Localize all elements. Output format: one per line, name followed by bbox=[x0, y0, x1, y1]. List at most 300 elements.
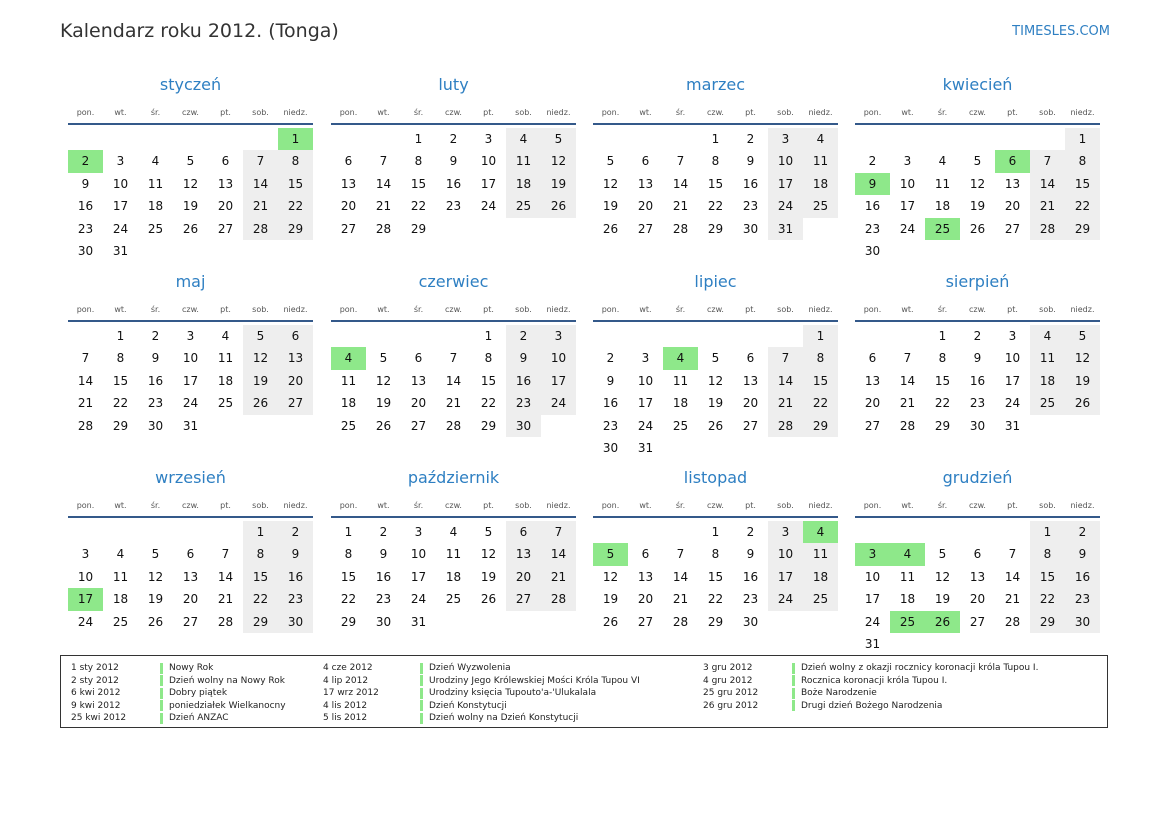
day-cell: 14 bbox=[899, 373, 916, 388]
day-cell: 25 bbox=[340, 418, 357, 433]
month-name: sierpień bbox=[945, 272, 1010, 291]
day-cell: 3 bbox=[641, 351, 650, 366]
weekday-label: sob. bbox=[777, 501, 794, 510]
day-cell: 19 bbox=[602, 592, 619, 607]
day-cell: 21 bbox=[1030, 195, 1065, 217]
weekday-label: niedz. bbox=[1070, 108, 1095, 117]
day-cell: 4 bbox=[938, 154, 947, 169]
day-cell: 12 bbox=[182, 176, 199, 191]
day-cell: 3 bbox=[768, 128, 803, 150]
day-cell: 5 bbox=[1065, 325, 1100, 347]
day-cell: 15 bbox=[480, 373, 497, 388]
day-cell: 27 bbox=[637, 221, 654, 236]
day-cell: 25 bbox=[112, 614, 129, 629]
day-cell: 29 bbox=[707, 614, 724, 629]
day-cell: 19 bbox=[375, 396, 392, 411]
day-cell: 21 bbox=[899, 396, 916, 411]
legend-holiday-name: poniedziałek Wielkanocny bbox=[169, 700, 286, 711]
holiday-marker bbox=[160, 663, 163, 674]
day-cell: 21 bbox=[243, 195, 278, 217]
weekday-label: czw. bbox=[445, 305, 462, 314]
month-7 bbox=[593, 270, 838, 459]
month-11 bbox=[593, 466, 838, 633]
day-cell: 15 bbox=[410, 176, 427, 191]
day-cell: 6 bbox=[186, 547, 195, 562]
weekday-label: pt. bbox=[483, 108, 494, 117]
weekday-label: sob. bbox=[777, 108, 794, 117]
legend-item bbox=[71, 662, 286, 675]
legend-column bbox=[71, 662, 286, 725]
day-cell: 30 bbox=[602, 440, 619, 455]
day-cell: 16 bbox=[742, 176, 759, 191]
day-cell: 8 bbox=[243, 543, 278, 565]
weekday-label: pon. bbox=[863, 305, 882, 314]
day-cell: 10 bbox=[864, 569, 881, 584]
legend-date: 5 lis 2012 bbox=[323, 713, 368, 724]
day-cell: 10 bbox=[112, 176, 129, 191]
day-cell: 22 bbox=[803, 392, 838, 414]
day-cell: 24 bbox=[637, 418, 654, 433]
day-cell: 17 bbox=[637, 396, 654, 411]
day-cell: 23 bbox=[506, 392, 541, 414]
day-cell: 1 bbox=[1030, 521, 1065, 543]
day-cell: 26 bbox=[375, 418, 392, 433]
holiday-day-cell: 2 bbox=[68, 150, 103, 172]
day-cell: 19 bbox=[480, 569, 497, 584]
day-cell: 28 bbox=[77, 418, 94, 433]
day-cell: 18 bbox=[803, 566, 838, 588]
holiday-day-cell: 4 bbox=[663, 347, 698, 369]
day-cell: 27 bbox=[278, 392, 313, 414]
day-cell: 12 bbox=[1065, 347, 1100, 369]
holiday-marker bbox=[160, 675, 163, 686]
weekday-label: wt. bbox=[639, 108, 652, 117]
day-cell: 22 bbox=[410, 199, 427, 214]
day-cell: 9 bbox=[379, 547, 388, 562]
holiday-marker bbox=[420, 713, 423, 724]
day-cell: 29 bbox=[934, 418, 951, 433]
empty-cell bbox=[663, 325, 698, 347]
weekday-label: czw. bbox=[445, 108, 462, 117]
holiday-day-cell: 5 bbox=[593, 543, 628, 565]
month-name: maj bbox=[175, 272, 206, 291]
day-cell: 2 bbox=[379, 525, 388, 539]
empty-cell bbox=[925, 521, 960, 543]
day-cell: 1 bbox=[116, 329, 125, 343]
empty-cell bbox=[138, 521, 173, 543]
day-cell: 26 bbox=[243, 392, 278, 414]
day-cell: 17 bbox=[768, 173, 803, 195]
day-cell: 15 bbox=[1065, 173, 1100, 195]
legend-holiday-name: Dzień wolny na Nowy Rok bbox=[169, 675, 285, 686]
day-cell: 22 bbox=[243, 588, 278, 610]
legend-holiday-name: Dobry piątek bbox=[169, 688, 228, 699]
weekday-label: śr. bbox=[150, 305, 161, 314]
empty-cell bbox=[1030, 128, 1065, 150]
day-cell: 22 bbox=[480, 396, 497, 411]
weekday-label: śr. bbox=[937, 108, 948, 117]
day-cell: 31 bbox=[864, 636, 881, 651]
empty-cell bbox=[890, 325, 925, 347]
weekday-label: pt. bbox=[745, 305, 756, 314]
weekday-label: niedz. bbox=[283, 108, 308, 117]
day-cell: 30 bbox=[864, 243, 881, 258]
weekday-label: czw. bbox=[182, 108, 199, 117]
day-cell: 10 bbox=[77, 569, 94, 584]
day-cell: 21 bbox=[768, 392, 803, 414]
month-name: czerwiec bbox=[418, 272, 489, 291]
day-cell: 27 bbox=[1004, 221, 1021, 236]
day-cell: 11 bbox=[899, 569, 916, 584]
day-cell: 30 bbox=[1065, 611, 1100, 633]
holiday-marker bbox=[160, 700, 163, 711]
weekday-label: śr. bbox=[150, 108, 161, 117]
weekday-label: sob. bbox=[252, 108, 269, 117]
day-cell: 13 bbox=[182, 569, 199, 584]
month-name: kwiecień bbox=[942, 75, 1013, 94]
weekday-label: sob. bbox=[1039, 305, 1056, 314]
day-cell: 7 bbox=[1030, 150, 1065, 172]
day-cell: 16 bbox=[602, 396, 619, 411]
weekday-header bbox=[68, 294, 313, 322]
month-name: lipiec bbox=[694, 272, 737, 291]
day-cell: 2 bbox=[506, 325, 541, 347]
day-cell: 13 bbox=[637, 176, 654, 191]
day-cell: 28 bbox=[672, 221, 689, 236]
day-cell: 4 bbox=[221, 329, 230, 343]
weekday-label: pt. bbox=[1007, 305, 1018, 314]
holiday-marker bbox=[420, 663, 423, 674]
site-link[interactable]: TIMESLES.COM bbox=[1012, 24, 1110, 39]
weekday-header bbox=[331, 490, 576, 518]
day-cell: 14 bbox=[375, 176, 392, 191]
empty-cell bbox=[768, 325, 803, 347]
weekday-label: pon. bbox=[863, 108, 882, 117]
day-cell: 28 bbox=[217, 614, 234, 629]
weekday-label: śr. bbox=[413, 305, 424, 314]
day-cell: 7 bbox=[243, 150, 278, 172]
day-cell: 18 bbox=[506, 173, 541, 195]
day-cell: 12 bbox=[969, 176, 986, 191]
legend-column bbox=[703, 662, 1038, 712]
legend-holiday-name: Dzień wolny na Dzień Konstytucji bbox=[429, 713, 579, 724]
day-cell: 24 bbox=[77, 614, 94, 629]
month-name: wrzesień bbox=[155, 468, 226, 487]
legend-holiday-name: Urodziny księcia Tupouto'a-'Ulukalala bbox=[429, 688, 597, 699]
weekday-label: pt. bbox=[220, 501, 231, 510]
weekday-header bbox=[68, 97, 313, 125]
legend-item bbox=[71, 675, 286, 688]
day-cell: 11 bbox=[445, 547, 462, 562]
weekday-label: wt. bbox=[377, 501, 390, 510]
weekday-label: pon. bbox=[76, 501, 95, 510]
day-cell: 28 bbox=[243, 218, 278, 240]
day-cell: 11 bbox=[217, 351, 234, 366]
holiday-day-cell: 1 bbox=[278, 128, 313, 150]
day-cell: 17 bbox=[768, 566, 803, 588]
empty-cell bbox=[663, 521, 698, 543]
weekday-label: wt. bbox=[901, 305, 914, 314]
empty-cell bbox=[960, 521, 995, 543]
day-cell: 25 bbox=[506, 195, 541, 217]
legend-item bbox=[323, 662, 640, 675]
day-cell: 12 bbox=[243, 347, 278, 369]
day-cell: 24 bbox=[182, 396, 199, 411]
holiday-marker bbox=[160, 713, 163, 724]
day-cell: 28 bbox=[1030, 218, 1065, 240]
day-cell: 20 bbox=[506, 566, 541, 588]
weekday-label: wt. bbox=[901, 501, 914, 510]
month-12 bbox=[855, 466, 1100, 655]
day-cell: 23 bbox=[969, 396, 986, 411]
day-cell: 8 bbox=[938, 351, 947, 366]
day-cell: 22 bbox=[707, 199, 724, 214]
weekday-label: śr. bbox=[675, 108, 686, 117]
day-cell: 15 bbox=[243, 566, 278, 588]
holiday-marker bbox=[420, 675, 423, 686]
weekday-label: sob. bbox=[252, 305, 269, 314]
day-cell: 5 bbox=[938, 547, 947, 562]
day-cell: 18 bbox=[112, 592, 129, 607]
weekday-label: wt. bbox=[377, 108, 390, 117]
empty-cell bbox=[366, 325, 401, 347]
legend-date: 4 lip 2012 bbox=[323, 675, 369, 686]
day-cell: 30 bbox=[375, 614, 392, 629]
empty-cell bbox=[173, 128, 208, 150]
day-cell: 13 bbox=[410, 373, 427, 388]
day-cell: 29 bbox=[410, 221, 427, 236]
legend-item bbox=[323, 712, 640, 725]
day-cell: 29 bbox=[243, 611, 278, 633]
day-cell: 5 bbox=[711, 351, 720, 366]
day-cell: 27 bbox=[182, 614, 199, 629]
legend-item bbox=[71, 700, 286, 713]
empty-cell bbox=[173, 521, 208, 543]
day-cell: 6 bbox=[278, 325, 313, 347]
day-cell: 18 bbox=[803, 173, 838, 195]
day-cell: 17 bbox=[480, 176, 497, 191]
empty-cell bbox=[855, 521, 890, 543]
month-3 bbox=[593, 73, 838, 240]
legend-date: 4 lis 2012 bbox=[323, 700, 368, 711]
day-cell: 8 bbox=[803, 347, 838, 369]
day-cell: 1 bbox=[711, 525, 720, 539]
holiday-day-cell: 3 bbox=[855, 543, 890, 565]
day-cell: 28 bbox=[768, 415, 803, 437]
day-cell: 21 bbox=[375, 199, 392, 214]
empty-cell bbox=[68, 521, 103, 543]
day-cell: 9 bbox=[973, 351, 982, 366]
day-grid bbox=[331, 325, 576, 437]
weekday-label: czw. bbox=[969, 501, 986, 510]
day-cell: 10 bbox=[410, 547, 427, 562]
day-cell: 20 bbox=[217, 199, 234, 214]
day-cell: 4 bbox=[116, 547, 125, 562]
day-cell: 4 bbox=[506, 128, 541, 150]
weekday-label: śr. bbox=[675, 501, 686, 510]
weekday-label: niedz. bbox=[283, 305, 308, 314]
day-cell: 21 bbox=[217, 592, 234, 607]
day-cell: 16 bbox=[445, 176, 462, 191]
day-cell: 6 bbox=[641, 154, 650, 169]
holiday-day-cell: 4 bbox=[331, 347, 366, 369]
day-cell: 11 bbox=[934, 176, 951, 191]
day-cell: 8 bbox=[278, 150, 313, 172]
day-cell: 17 bbox=[182, 373, 199, 388]
weekday-label: wt. bbox=[114, 501, 127, 510]
day-cell: 22 bbox=[278, 195, 313, 217]
empty-cell bbox=[103, 128, 138, 150]
weekday-label: pt. bbox=[1007, 108, 1018, 117]
weekday-label: pon. bbox=[339, 108, 358, 117]
legend-item bbox=[703, 662, 1038, 675]
month-name: listopad bbox=[683, 468, 748, 487]
legend-item bbox=[71, 712, 286, 725]
day-cell: 20 bbox=[182, 592, 199, 607]
day-cell: 1 bbox=[484, 329, 493, 343]
day-cell: 14 bbox=[217, 569, 234, 584]
legend-date: 17 wrz 2012 bbox=[323, 688, 379, 699]
day-cell: 31 bbox=[1004, 418, 1021, 433]
day-cell: 14 bbox=[243, 173, 278, 195]
day-cell: 1 bbox=[344, 525, 353, 539]
day-cell: 21 bbox=[541, 566, 576, 588]
day-cell: 27 bbox=[637, 614, 654, 629]
holiday-day-cell: 25 bbox=[890, 611, 925, 633]
day-cell: 26 bbox=[480, 592, 497, 607]
day-cell: 9 bbox=[746, 547, 755, 562]
day-cell: 17 bbox=[410, 569, 427, 584]
day-cell: 1 bbox=[711, 132, 720, 146]
day-cell: 15 bbox=[707, 176, 724, 191]
day-cell: 14 bbox=[77, 373, 94, 388]
day-cell: 2 bbox=[746, 132, 755, 146]
weekday-label: sob. bbox=[515, 305, 532, 314]
day-cell: 7 bbox=[903, 351, 912, 366]
day-cell: 18 bbox=[217, 373, 234, 388]
day-cell: 3 bbox=[1008, 329, 1017, 343]
month-9 bbox=[68, 466, 313, 633]
weekday-label: wt. bbox=[377, 305, 390, 314]
month-name: grudzień bbox=[942, 468, 1013, 487]
month-2 bbox=[331, 73, 576, 240]
day-cell: 30 bbox=[278, 611, 313, 633]
day-cell: 30 bbox=[147, 418, 164, 433]
day-cell: 7 bbox=[81, 351, 90, 366]
day-cell: 18 bbox=[445, 569, 462, 584]
day-cell: 10 bbox=[182, 351, 199, 366]
day-cell: 10 bbox=[768, 150, 803, 172]
day-cell: 12 bbox=[480, 547, 497, 562]
day-cell: 22 bbox=[934, 396, 951, 411]
day-cell: 3 bbox=[903, 154, 912, 169]
day-cell: 15 bbox=[934, 373, 951, 388]
empty-cell bbox=[593, 521, 628, 543]
day-grid bbox=[331, 128, 576, 240]
day-cell: 27 bbox=[969, 614, 986, 629]
day-cell: 23 bbox=[445, 199, 462, 214]
day-cell: 28 bbox=[899, 418, 916, 433]
day-cell: 11 bbox=[147, 176, 164, 191]
day-cell: 25 bbox=[803, 588, 838, 610]
day-cell: 22 bbox=[340, 592, 357, 607]
day-cell: 17 bbox=[864, 592, 881, 607]
day-cell: 5 bbox=[606, 154, 615, 169]
day-cell: 25 bbox=[803, 195, 838, 217]
holiday-day-cell: 6 bbox=[995, 150, 1030, 172]
day-cell: 2 bbox=[746, 525, 755, 539]
day-cell: 8 bbox=[1030, 543, 1065, 565]
day-cell: 12 bbox=[602, 176, 619, 191]
weekday-label: pt. bbox=[220, 305, 231, 314]
day-cell: 5 bbox=[541, 128, 576, 150]
day-cell: 16 bbox=[742, 569, 759, 584]
day-cell: 25 bbox=[672, 418, 689, 433]
day-cell: 29 bbox=[803, 415, 838, 437]
day-cell: 5 bbox=[151, 547, 160, 562]
weekday-label: czw. bbox=[707, 501, 724, 510]
day-cell: 25 bbox=[217, 396, 234, 411]
day-grid bbox=[593, 128, 838, 240]
day-cell: 10 bbox=[541, 347, 576, 369]
weekday-label: sob. bbox=[515, 501, 532, 510]
day-cell: 11 bbox=[803, 150, 838, 172]
legend-holiday-name: Rocznica koronacji króla Tupou I. bbox=[801, 675, 948, 686]
month-4 bbox=[855, 73, 1100, 262]
empty-cell bbox=[960, 128, 995, 150]
day-cell: 12 bbox=[147, 569, 164, 584]
day-cell: 7 bbox=[676, 547, 685, 562]
legend-item bbox=[71, 687, 286, 700]
weekday-label: pt. bbox=[745, 501, 756, 510]
day-cell: 15 bbox=[340, 569, 357, 584]
empty-cell bbox=[995, 128, 1030, 150]
weekday-header bbox=[593, 294, 838, 322]
day-cell: 23 bbox=[1065, 588, 1100, 610]
day-cell: 27 bbox=[864, 418, 881, 433]
day-cell: 7 bbox=[541, 521, 576, 543]
day-cell: 20 bbox=[864, 396, 881, 411]
day-cell: 19 bbox=[541, 173, 576, 195]
day-cell: 26 bbox=[182, 221, 199, 236]
day-cell: 14 bbox=[672, 569, 689, 584]
day-grid bbox=[855, 128, 1100, 262]
day-cell: 3 bbox=[484, 132, 493, 146]
day-cell: 1 bbox=[414, 132, 423, 146]
day-cell: 24 bbox=[768, 588, 803, 610]
day-cell: 7 bbox=[1008, 547, 1017, 562]
weekday-label: wt. bbox=[639, 501, 652, 510]
day-cell: 30 bbox=[742, 614, 759, 629]
day-cell: 6 bbox=[221, 154, 230, 169]
weekday-label: wt. bbox=[901, 108, 914, 117]
day-cell: 13 bbox=[864, 373, 881, 388]
day-cell: 16 bbox=[147, 373, 164, 388]
legend-date: 26 gru 2012 bbox=[703, 700, 759, 711]
day-cell: 18 bbox=[340, 396, 357, 411]
day-cell: 6 bbox=[506, 521, 541, 543]
weekday-label: pt. bbox=[220, 108, 231, 117]
legend-item bbox=[703, 700, 1038, 713]
day-cell: 22 bbox=[1065, 195, 1100, 217]
weekday-header bbox=[331, 294, 576, 322]
weekday-label: niedz. bbox=[1070, 305, 1095, 314]
day-cell: 24 bbox=[1004, 396, 1021, 411]
day-cell: 3 bbox=[81, 547, 90, 562]
day-cell: 2 bbox=[973, 329, 982, 343]
weekday-label: niedz. bbox=[808, 305, 833, 314]
day-cell: 7 bbox=[676, 154, 685, 169]
